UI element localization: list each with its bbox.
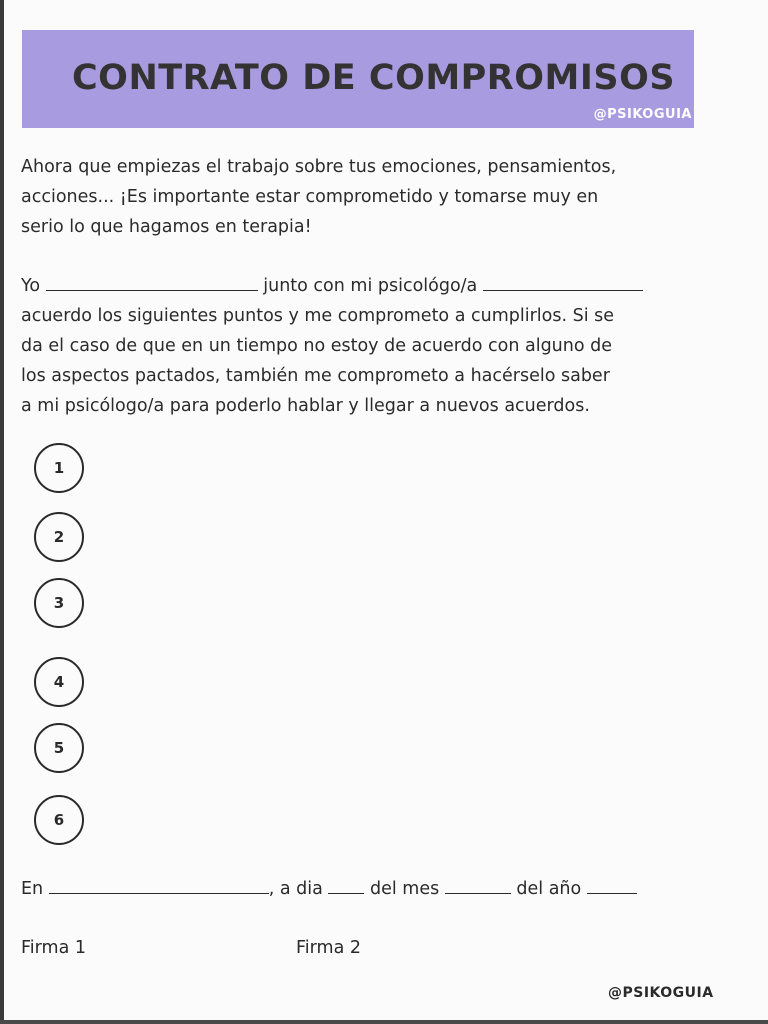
intro-line: acciones... ¡Es importante estar comprometido y tomarse muy en <box>21 187 599 207</box>
psychologist-name-field[interactable] <box>483 272 643 291</box>
point-4-circle: 4 <box>34 657 84 707</box>
junto-label: junto con mi psicológo/a <box>263 276 478 296</box>
signature-2-label: Firma 2 <box>296 938 362 958</box>
point-1-circle: 1 <box>34 443 84 493</box>
point-2-circle: 2 <box>34 512 84 562</box>
page-border-bottom <box>0 1020 768 1024</box>
agreement-line-names <box>21 271 721 301</box>
point-6-circle: 6 <box>34 795 84 845</box>
en-label: En <box>21 879 44 899</box>
point-3-circle: 3 <box>34 578 84 628</box>
agreement-line: a mi psicólogo/a para poderlo hablar y llegar a nuevos acuerdos. <box>21 396 590 416</box>
place-field[interactable] <box>49 875 269 894</box>
title-banner <box>22 30 694 128</box>
page-title: CONTRATO DE COMPROMISOS <box>72 58 676 98</box>
footer-handle: @PSIKOGUIA <box>608 985 714 1001</box>
signature-1-label: Firma 1 <box>21 938 87 958</box>
yo-label: Yo <box>21 276 41 296</box>
month-field[interactable] <box>445 875 511 894</box>
intro-line: Ahora que empiezas el trabajo sobre tus emociones, pensamientos, <box>21 157 617 177</box>
agreement-line: acuerdo los siguientes puntos y me comprometo a cumplirlos. Si se <box>21 306 615 326</box>
point-5-circle: 5 <box>34 723 84 773</box>
dia-label: , a dia <box>268 879 323 899</box>
page-border-left <box>0 0 4 1024</box>
day-field[interactable] <box>328 875 364 894</box>
client-name-field[interactable] <box>46 272 258 291</box>
intro-line: serio lo que hagamos en terapia! <box>21 217 312 237</box>
banner-handle: @PSIKOGUIA <box>593 107 692 122</box>
year-field[interactable] <box>587 875 637 894</box>
agreement-paragraph <box>21 271 721 421</box>
intro-paragraph <box>21 152 721 242</box>
agreement-line: da el caso de que en un tiempo no estoy de acuerdo con alguno de <box>21 336 613 356</box>
agreement-line: los aspectos pactados, también me comprometo a hacérselo saber <box>21 366 610 386</box>
mes-label: del mes <box>370 879 440 899</box>
date-line <box>21 874 721 904</box>
anio-label: del año <box>516 879 582 899</box>
